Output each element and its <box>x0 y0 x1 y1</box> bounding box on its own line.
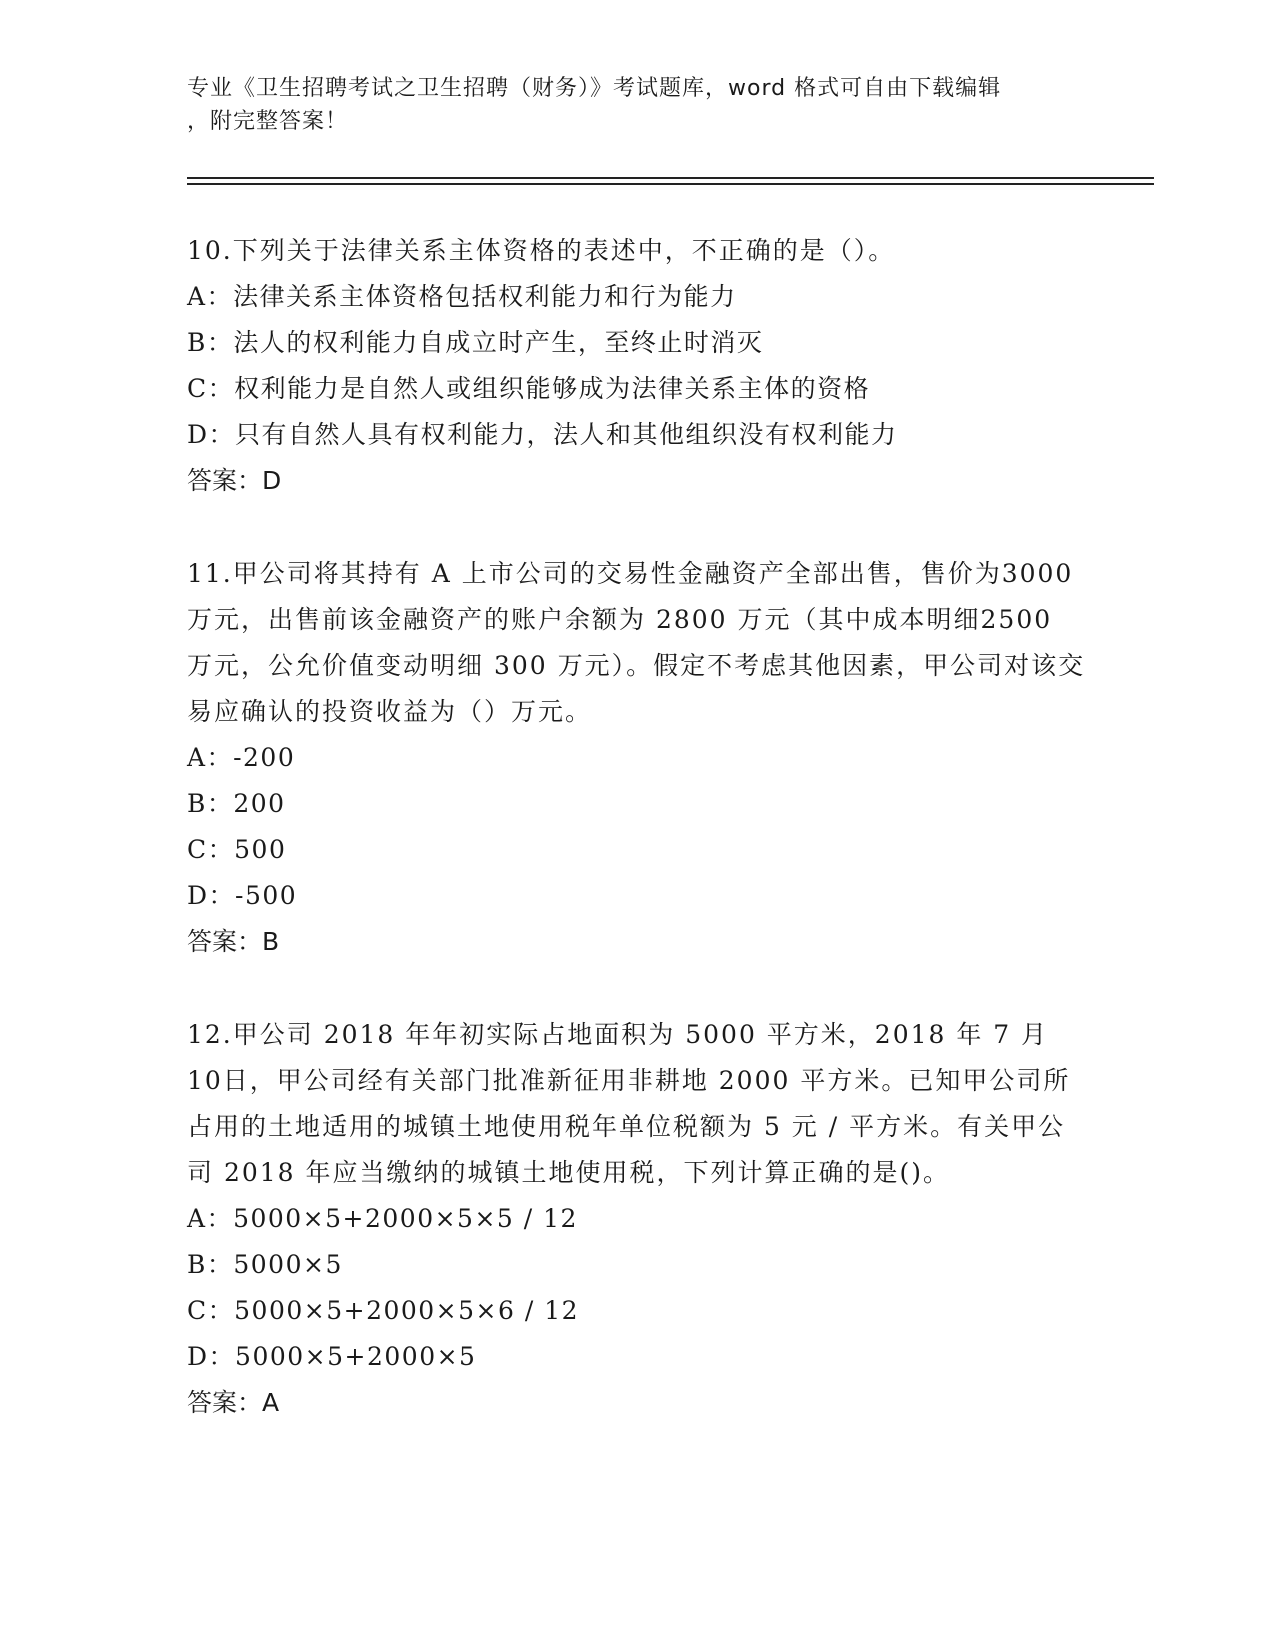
option-letter: A： <box>187 743 234 772</box>
option-text: 权利能力是自然人或组织能够成为法律关系主体的资格 <box>234 374 871 403</box>
option-text: 5000×5 <box>233 1250 343 1279</box>
option-text: -200 <box>233 743 296 772</box>
header-line-1: 专业《卫生招聘考试之卫生招聘（财务）》考试题库，word 格式可自由下载编辑 <box>187 76 1002 101</box>
option-a <box>187 735 1087 781</box>
option-a <box>187 274 1087 320</box>
question-11 <box>187 551 1087 965</box>
answer-line: 答案：A <box>187 1388 280 1417</box>
option-b <box>187 320 1087 366</box>
header-line-2: ，附完整答案！ <box>187 109 349 134</box>
option-text: 200 <box>233 789 286 818</box>
option-text: 5000×5+2000×5×5 / 12 <box>233 1204 578 1233</box>
question-10 <box>187 228 1087 504</box>
option-b <box>187 781 1087 827</box>
option-a <box>187 1196 1087 1242</box>
option-letter: C： <box>187 1296 235 1325</box>
option-letter: B： <box>187 328 234 357</box>
option-text: 5000×5+2000×5 <box>235 1342 477 1371</box>
question-list <box>187 228 1087 1426</box>
option-c <box>187 366 1087 412</box>
document-header <box>187 72 1067 138</box>
option-letter: B： <box>187 1250 234 1279</box>
answer-line: 答案：B <box>187 927 280 956</box>
answer-line: 答案：D <box>187 466 282 495</box>
option-b <box>187 1242 1087 1288</box>
question-12 <box>187 1012 1087 1426</box>
option-letter: D： <box>187 1342 236 1371</box>
option-text: 法人的权利能力自成立时产生，至终止时消灭 <box>233 328 764 357</box>
option-text: 5000×5+2000×5×6 / 12 <box>234 1296 580 1325</box>
option-d <box>187 412 1087 458</box>
option-letter: D： <box>187 881 236 910</box>
option-letter: C： <box>187 374 235 403</box>
option-letter: D： <box>187 420 236 449</box>
option-text: 500 <box>234 835 287 864</box>
header-rule-bottom <box>187 183 1154 185</box>
option-text: 法律关系主体资格包括权利能力和行为能力 <box>233 282 737 311</box>
question-stem: 10.下列关于法律关系主体资格的表述中，不正确的是（）。 <box>187 236 896 265</box>
option-text: 只有自然人具有权利能力，法人和其他组织没有权利能力 <box>235 420 898 449</box>
option-letter: C： <box>187 835 235 864</box>
header-rule-top <box>187 177 1154 179</box>
option-c <box>187 827 1087 873</box>
option-letter: B： <box>187 789 234 818</box>
question-stem: 11.甲公司将其持有 A 上市公司的交易性金融资产全部出售，售价为3000 万元，出售前该金融资产的账户余额为 2800 万元（其中成本明细2500 万元，公允价值变动明细 300 万元）。假定不考虑其他因素，甲公司对该交易应确认的投资收益为（）万元。 <box>187 559 1086 726</box>
option-d <box>187 1334 1087 1380</box>
option-text: -500 <box>235 881 298 910</box>
option-letter: A： <box>187 282 234 311</box>
option-c <box>187 1288 1087 1334</box>
option-d <box>187 873 1087 919</box>
option-letter: A： <box>187 1204 234 1233</box>
question-stem: 12.甲公司 2018 年年初实际占地面积为 5000 平方米，2018 年 7 月 10日，甲公司经有关部门批准新征用非耕地 2000 平方米。已知甲公司所占用的土地适用的城镇土地使用税年单位税额为 5 元 / 平方米。有关甲公司 2018 年应当缴纳的城镇土地使用税，下列计算正确的是()。 <box>187 1020 1071 1187</box>
